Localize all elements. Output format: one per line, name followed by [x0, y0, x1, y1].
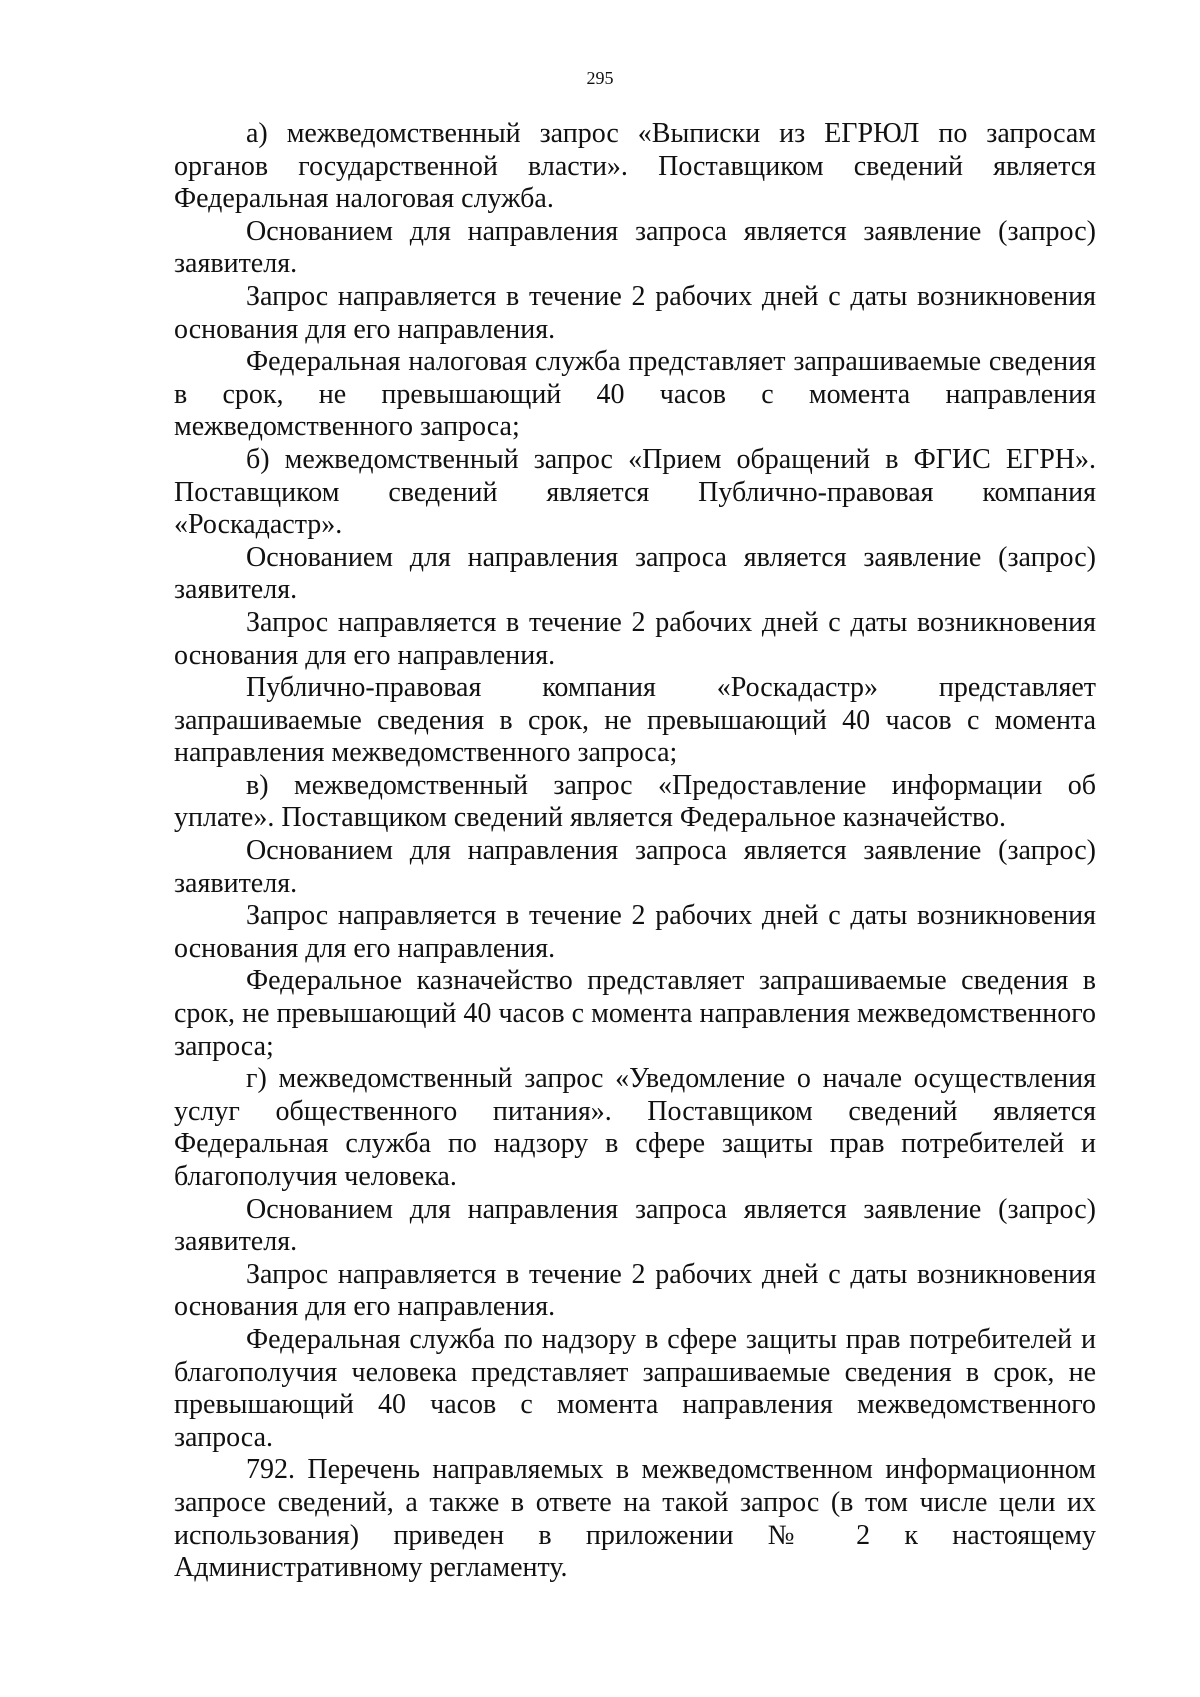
paragraph-basis: Основанием для направления запроса является заявление (запрос) заявителя. — [174, 541, 1096, 606]
paragraph-item-g: г) межведомственный запрос «Уведомление о начале осуществления услуг общественного питания». Поставщиком сведений является Федеральная служба по надзору в сфере защиты прав потребителей и благополучия человека. — [174, 1063, 1096, 1192]
paragraph-deadline: Запрос направляется в течение 2 рабочих дней с даты возникновения основания для его направления. — [174, 900, 1096, 964]
paragraph-basis: Основанием для направления запроса является заявление (запрос) заявителя. — [174, 215, 1096, 280]
paragraph-deadline: Запрос направляется в течение 2 рабочих дней с даты возникновения основания для его направления. — [174, 606, 1096, 671]
paragraph-response-term: Федеральное казначейство представляет запрашиваемые сведения в срок, не превышающий 40 часов с момента направления межведомственного запроса; — [174, 965, 1096, 1062]
paragraph-deadline: Запрос направляется в течение 2 рабочих дней с даты возникновения основания для его направления. — [174, 280, 1096, 345]
paragraph-response-term: Федеральная служба по надзору в сфере защиты прав потребителей и благополучия человека представляет запрашиваемые сведения в срок, не превышающий 40 часов с момента направления межведомственного запроса. — [174, 1323, 1096, 1453]
paragraph-basis: Основанием для направления запроса является заявление (запрос) заявителя. — [174, 1193, 1096, 1258]
paragraph-deadline: Запрос направляется в течение 2 рабочих дней с даты возникновения основания для его направления. — [174, 1258, 1096, 1323]
document-body — [174, 118, 1096, 1585]
paragraph-item-b: б) межведомственный запрос «Прием обращений в ФГИС ЕГРН». Поставщиком сведений является Публично-правовая компания «Роскадастр». — [174, 443, 1096, 541]
paragraph-basis: Основанием для направления запроса является заявление (запрос) заявителя. — [174, 835, 1096, 899]
paragraph-response-term: Федеральная налоговая служба представляет запрашиваемые сведения в срок, не превышающий 40 часов с момента направления межведомственного запроса; — [174, 346, 1096, 443]
paragraph-item-v: в) межведомственный запрос «Предоставление информации об уплате». Поставщиком сведений является Федеральное казначейство. — [174, 769, 1096, 834]
paragraph-item-a: а) межведомственный запрос «Выписки из ЕГРЮЛ по запросам органов государственной власти». Поставщиком сведений является Федеральная налоговая служба. — [174, 118, 1096, 215]
page-number: 295 — [586, 68, 614, 88]
paragraph-response-term: Публично-правовая компания «Роскадастр» представляет запрашиваемые сведения в срок, не превышающий 40 часов с момента направления межведомственного запроса; — [174, 672, 1096, 769]
paragraph-792: 792. Перечень направляемых в межведомственном информационном запросе сведений, а также в ответе на такой запрос (в том числе цели их использования) приведен в приложении № 2 к настоящему Административному регламенту. — [174, 1454, 1096, 1584]
